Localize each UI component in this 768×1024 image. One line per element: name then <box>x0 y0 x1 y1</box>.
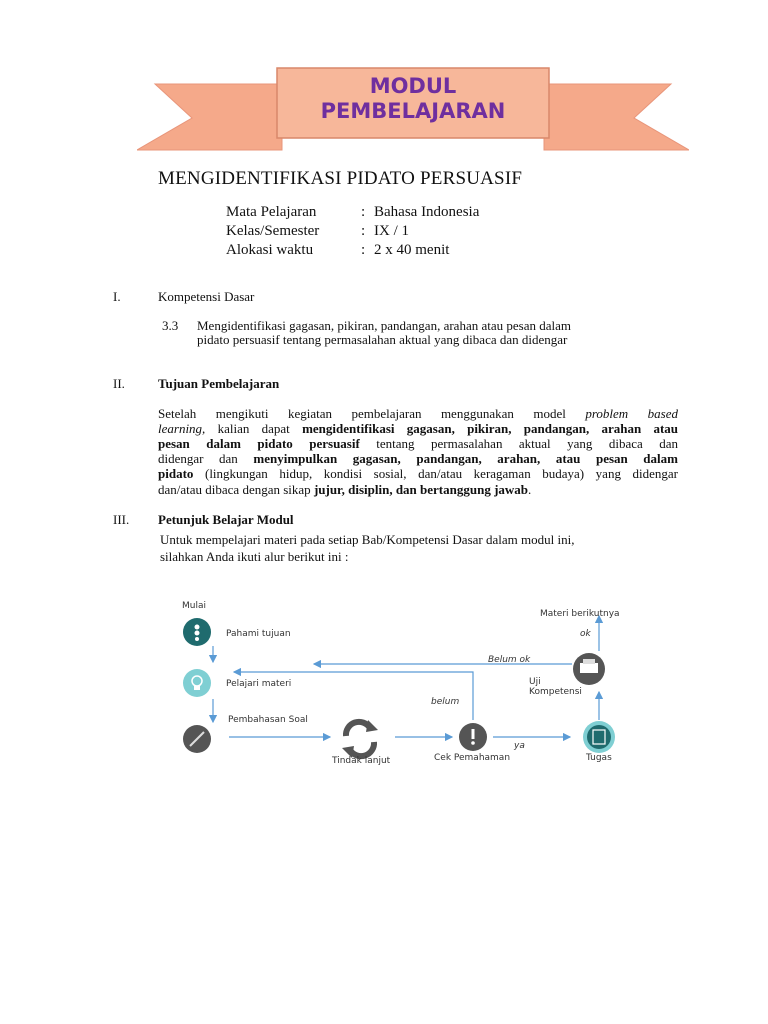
label-belum: belum <box>431 697 460 707</box>
objective-bold: pidato <box>158 466 194 481</box>
section-1-number: I. <box>113 289 121 304</box>
banner-line-1: MODUL <box>369 74 457 98</box>
objective-bold: menyimpulkan gagasan, pandangan, arahan, atau pesan dalam <box>253 451 678 466</box>
node-uji <box>573 653 605 685</box>
kd-text-line-2: pidato persuasif tentang permasalahan aktual yang dibaca dan didengar <box>197 332 568 347</box>
node-pembahasan <box>183 725 211 753</box>
node-pahami <box>183 618 211 646</box>
label-pahami: Pahami tujuan <box>226 629 291 639</box>
objective-line-5 <box>158 466 678 482</box>
meta-value: Bahasa Indonesia <box>374 204 480 220</box>
objective-bold: mengidentifikasi gagasan, pikiran, pandangan, arahan atau <box>302 421 679 436</box>
objective-text: (lingkungan hidup, kondisi sosial, dan/atau keragaman budaya) yang didengar <box>204 466 679 481</box>
label-ya: ya <box>514 741 525 751</box>
node-pelajari <box>183 669 211 697</box>
refresh-icon <box>346 722 370 736</box>
objective-text: dan/atau dibaca dengan sikap <box>158 482 311 497</box>
label-materi-next: Materi berikutnya <box>540 609 620 619</box>
exclamation-icon <box>472 729 475 739</box>
document-title: MENGIDENTIFIKASI PIDATO PERSUASIF <box>158 168 523 189</box>
objective-line-4 <box>158 451 678 467</box>
meta-label: Alokasi waktu <box>226 242 314 258</box>
label-uji-2: Kompetensi <box>529 687 582 697</box>
label-pelajari: Pelajari materi <box>226 679 292 689</box>
objective-text: . <box>528 482 532 497</box>
section-1-heading: Kompetensi Dasar <box>158 289 255 304</box>
label-cek: Cek Pemahaman <box>434 753 511 763</box>
kd-text-line-1: Mengidentifikasi gagasan, pikiran, pandangan, arahan atau pesan dalam <box>197 318 571 333</box>
label-pembahasan: Pembahasan Soal <box>228 715 308 725</box>
label-belum-ok: Belum ok <box>488 655 531 665</box>
section-3-heading: Petunjuk Belajar Modul <box>158 512 294 527</box>
learning-flow-diagram <box>168 596 638 776</box>
node-cek <box>459 723 487 751</box>
instruction-line-1: Untuk mempelajari materi pada setiap Bab/Kompetensi Dasar dalam modul ini, <box>160 532 575 547</box>
objective-line-1 <box>158 406 678 422</box>
objective-line-2 <box>158 421 678 437</box>
objective-text: kalian dapat <box>217 421 290 436</box>
label-tugas: Tugas <box>586 753 612 763</box>
meta-colon: : <box>361 204 366 220</box>
meta-value: 2 x 40 menit <box>374 242 450 258</box>
meta-colon: : <box>361 242 366 258</box>
title-banner <box>137 62 689 157</box>
objective-text: tentang permasalahan aktual yang dibaca dan <box>376 436 679 451</box>
kd-number: 3.3 <box>162 318 179 333</box>
label-tindak: Tindak lanjut <box>332 756 391 766</box>
label-uji-1: Uji <box>529 677 541 687</box>
objective-line-6 <box>158 482 531 498</box>
node-tugas <box>583 721 615 753</box>
banner-line-2: PEMBELAJARAN <box>320 99 506 123</box>
label-ok: ok <box>580 629 591 639</box>
section-2-number: II. <box>113 376 125 391</box>
node-tindak <box>342 720 378 758</box>
meta-label: Kelas/Semester <box>226 223 320 239</box>
label-mulai: Mulai <box>182 601 206 611</box>
objective-bold: pesan dalam pidato persuasif <box>158 436 360 451</box>
meta-label: Mata Pelajaran <box>226 204 317 220</box>
objective-model-italic: problem based <box>585 406 678 421</box>
instruction-line-2: silahkan Anda ikuti alur berikut ini : <box>160 549 349 564</box>
objective-line-3 <box>158 436 678 452</box>
meta-colon: : <box>361 223 366 239</box>
section-3-number: III. <box>113 512 130 527</box>
meta-value: IX / 1 <box>374 223 409 239</box>
printer-icon <box>580 663 598 673</box>
objective-text: didengar dan <box>158 451 238 466</box>
objective-bold: jujur, disiplin, dan bertanggung jawab <box>313 482 529 497</box>
section-2-heading: Tujuan Pembelajaran <box>158 376 280 391</box>
objective-text: Setelah mengikuti kegiatan pembelajaran menggunakan model <box>158 406 566 421</box>
objective-model-italic: learning, <box>158 421 206 436</box>
